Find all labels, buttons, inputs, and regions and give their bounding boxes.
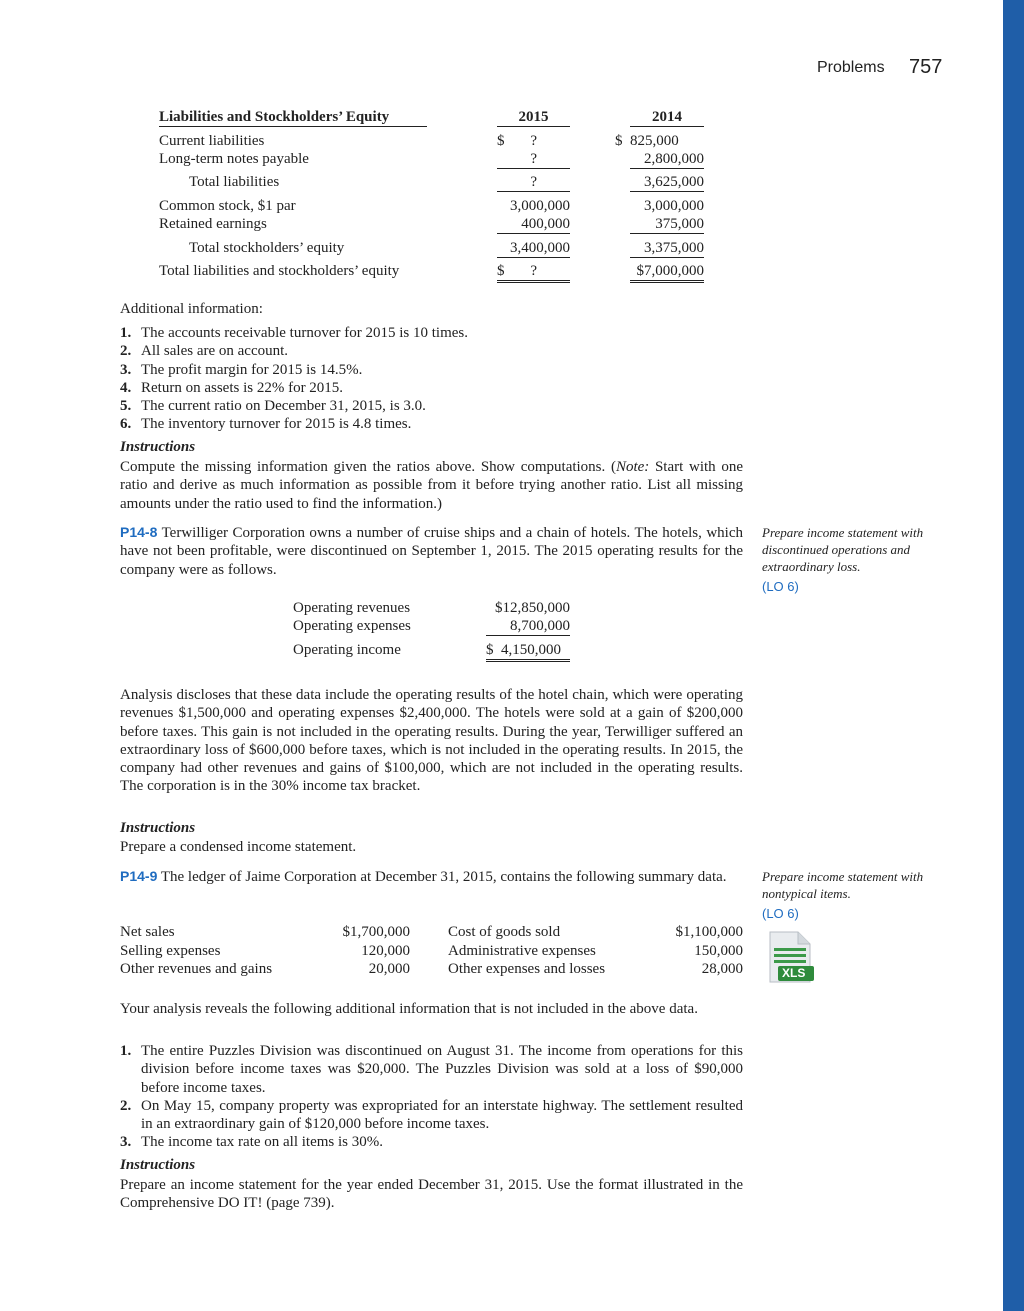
item-number: 2. (120, 1097, 132, 1114)
additional-info-list (120, 324, 743, 434)
value-2015: 3,000,000 (510, 198, 570, 214)
instructions-heading: Instructions (120, 439, 196, 455)
problem-code: P14-9 (120, 868, 158, 884)
value-2014: $ 825,000 (615, 133, 679, 149)
p14-9-items-list (120, 1042, 743, 1152)
value-text: ? (530, 174, 537, 190)
instructions-note: Note: (615, 459, 650, 475)
row-value: 8,700,000 (486, 617, 570, 636)
row-label: Operating income (293, 642, 401, 658)
list-item (120, 324, 743, 342)
row-label: Operating revenues (293, 600, 411, 616)
page-edge-bar (1003, 0, 1024, 1311)
instructions-text (120, 458, 743, 513)
row-label: Total liabilities (189, 174, 280, 190)
item-text: The inventory turnover for 2015 is 4.8 times. (141, 416, 412, 433)
list-item (120, 342, 743, 360)
list-item (120, 361, 743, 379)
value-text: ? (530, 263, 537, 279)
item-number: 4. (120, 379, 132, 396)
p14-9-intro (120, 867, 743, 886)
value-2014: 375,000 (630, 215, 704, 234)
item-number: 1. (120, 325, 132, 341)
list-item (120, 1042, 743, 1097)
instructions-post: Start with one ratio and derive as much information as possible from it before trying another ratio. List all missing amounts under the ratio used to find the information.) (120, 459, 743, 512)
table-title: Liabilities and Stockholders’ Equity (159, 108, 427, 127)
value-2015 (497, 150, 570, 169)
ledger-value: 150,000 (694, 943, 743, 959)
item-number: 5. (120, 398, 132, 415)
row-label: Retained earnings (159, 216, 267, 232)
ledger-value: 120,000 (361, 943, 410, 959)
ledger-value: $1,700,000 (342, 924, 410, 940)
instructions-pre: Compute the missing information given the ratios above. Show computations. ( (120, 459, 616, 475)
item-number: 3. (120, 1134, 132, 1151)
item-number: 2. (120, 343, 132, 360)
row-label: Total stockholders’ equity (189, 240, 345, 256)
ledger-value: $1,100,000 (675, 924, 743, 940)
ledger-label: Selling expenses (120, 943, 221, 959)
problem-intro-text: The ledger of Jaime Corporation at December 31, 2015, contains the following summary data. (160, 869, 727, 885)
row-label: Total liabilities and stockholders’ equity (159, 263, 400, 279)
item-text: The entire Puzzles Division was discontinued on August 31. The income from operations for this division before income taxes was $20,000. The Puzzles Division was sold at a loss of $90,000 before income taxes. (141, 1043, 743, 1096)
xls-spreadsheet-icon (764, 929, 818, 985)
item-number: 6. (120, 416, 132, 433)
value-2015: 400,000 (497, 215, 570, 234)
list-item (120, 397, 743, 415)
list-item (120, 1133, 743, 1151)
row-label: Long-term notes payable (159, 151, 309, 167)
row-value: $12,850,000 (495, 600, 570, 616)
p14-8-analysis: Analysis discloses that these data include the operating results of the hotel chain, which were operating revenues $1,500,000 and operating expenses $2,400,000. The hotels were sold at a gain of $200,000 before taxes. This gain is not included in the operating results. During the year, Terwilliger suffered an extraordinary loss of $600,000 before taxes, which is not included in the operating results. In 2015, the company had other revenues and gains of $100,000, which are not included in the operating results. The corporation is in the 30% income tax bracket. (120, 687, 743, 795)
xls-label: XLS (782, 966, 806, 980)
list-item (120, 379, 743, 397)
ledger-label: Other revenues and gains (120, 961, 273, 977)
ledger-label: Administrative expenses (448, 943, 596, 959)
item-text: The income tax rate on all items is 30%. (141, 1134, 384, 1151)
item-text: The current ratio on December 31, 2015, is 3.0. (141, 398, 426, 415)
p14-8-margin-note: Prepare income statement with discontinued operations and extraordinary loss. (762, 525, 924, 574)
item-number: 1. (120, 1043, 132, 1059)
p14-8-intro (120, 523, 743, 579)
p14-8-instructions-heading: Instructions (120, 820, 196, 836)
ledger-value: 28,000 (701, 961, 743, 977)
value-2014: 3,000,000 (644, 198, 704, 214)
problem-code: P14-8 (120, 524, 158, 540)
ledger-label: Other expenses and losses (448, 961, 606, 977)
item-text: The accounts receivable turnover for 2015 is 10 times. (141, 325, 468, 341)
p14-9-learning-objective: (LO 6) (762, 906, 799, 921)
ledger-label: Cost of goods sold (448, 924, 561, 940)
p14-8-learning-objective: (LO 6) (762, 579, 799, 594)
item-text: All sales are on account. (141, 343, 289, 360)
p14-9-analysis: Your analysis reveals the following additional information that is not included in the above data. (120, 1001, 698, 1017)
item-text: The profit margin for 2015 is 14.5%. (141, 361, 363, 378)
row-label: Common stock, $1 par (159, 198, 296, 214)
col-2014-header: 2014 (630, 108, 704, 127)
value-2014: 3,625,000 (630, 173, 704, 192)
section-header: Problems (817, 59, 885, 76)
list-item (120, 1097, 743, 1134)
value-2015: ? (530, 133, 537, 149)
p14-8-instructions-text: Prepare a condensed income statement. (120, 839, 357, 855)
additional-info-heading: Additional information: (120, 301, 263, 317)
value-2015: 3,400,000 (497, 239, 570, 258)
value-2014: 3,375,000 (630, 239, 704, 258)
value-text: ? (530, 151, 537, 167)
list-item (120, 415, 743, 433)
item-number: 3. (120, 361, 132, 378)
value-2015 (497, 262, 570, 283)
row-label: Operating expenses (293, 618, 411, 634)
page-number: 757 (909, 56, 943, 78)
item-text: On May 15, company property was expropriated for an interstate highway. The settlement resulted in an extraordinary gain of $120,000 before income taxes. (141, 1097, 743, 1133)
value-2014: 2,800,000 (630, 150, 704, 169)
dollar-sign: $ (497, 263, 505, 279)
dollar-sign: $ (497, 133, 505, 149)
value-2014: $7,000,000 (630, 262, 704, 283)
col-2015-header: 2015 (497, 108, 570, 127)
ledger-label: Net sales (120, 924, 175, 940)
p14-9-margin-note: Prepare income statement with nontypical items. (762, 869, 924, 901)
row-label: Current liabilities (159, 133, 265, 149)
ledger-value: 20,000 (368, 961, 410, 977)
row-value: $ 4,150,000 (486, 641, 570, 662)
problem-intro-text: Terwilliger Corporation owns a number of cruise ships and a chain of hotels. The hotels, which have not been profitable, were discontinued on September 1, 2015. The 2015 operating results for the company were as follows. (120, 525, 743, 578)
item-text: Return on assets is 22% for 2015. (141, 379, 344, 396)
p14-9-instructions-heading: Instructions (120, 1157, 196, 1173)
p14-9-instructions-text: Prepare an income statement for the year ended December 31, 2015. Use the format illustrated in the Comprehensive DO IT! (page 739). (120, 1177, 743, 1212)
value-2015 (497, 173, 570, 192)
